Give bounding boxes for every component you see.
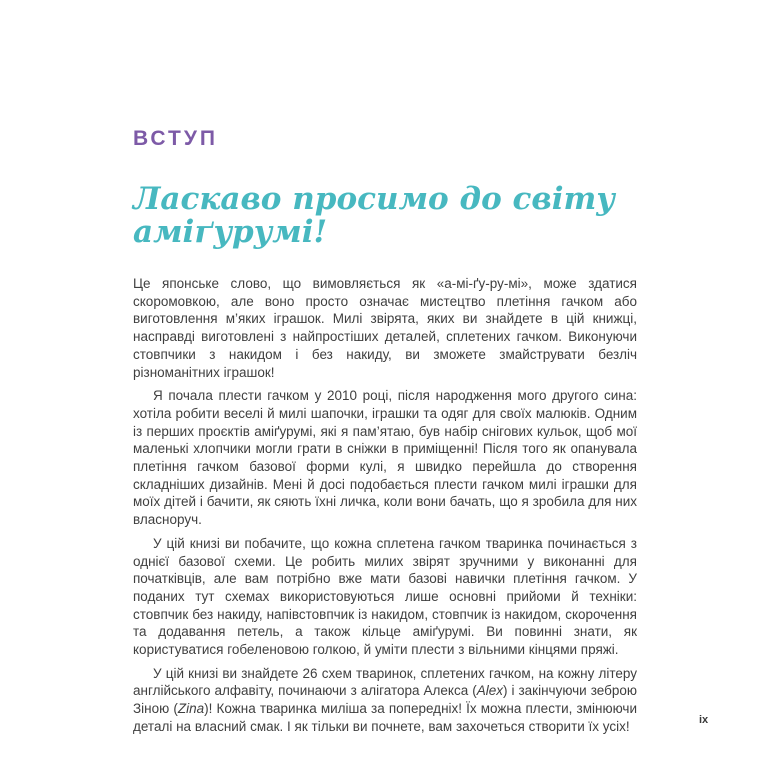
text-run: У цій книзі ви знайдете 26 схем тваринок, сплетених гачком, на кожну літеру англійського алфавіту, починаючи з алігатора Алекса ( — [133, 665, 637, 699]
page-number: ix — [699, 714, 709, 726]
chapter-title-line: аміґурумі! — [133, 214, 328, 250]
paragraph — [133, 535, 637, 659]
section-kicker: ВСТУП — [133, 127, 218, 150]
italic-text-run: Alex — [476, 683, 503, 699]
text-run: ) і закінчуючи зеброю Зіною ( — [133, 683, 637, 717]
chapter-title — [133, 183, 637, 249]
text-run: )! Кожна тваринка миліша за попередніх! Їх можна плести, змінюючи деталі на власний смак. І як тільки ви почнете, вам захочеться створити їх усіх! — [133, 701, 637, 734]
text-run: Це японське слово, що вимовляється як «а-мі-ґу-ру-мі», може здатися скоромовкою, але воно просто означає мистецтво плетіння гачком або виготовлення м’яких іграшок. Милі звірята, яких ви знайдете в цій книжці, насправді виготовлені з найпростіших деталей, сплетених гачком. Виконуючи стовпчики з накидом і без накиду, ви зможете змайструвати безліч різноманітних іграшок! — [133, 276, 637, 380]
body-paragraphs — [133, 275, 637, 736]
chapter-title-line: Ласкаво просимо до світу — [133, 181, 615, 217]
paragraph — [133, 665, 637, 736]
italic-text-run: Zina — [177, 701, 205, 717]
paragraph — [133, 387, 637, 529]
page-content — [133, 127, 637, 742]
paragraph — [133, 275, 637, 381]
text-run: У цій книзі ви побачите, що кожна сплетена гачком тваринка починається з однієї базової схеми. Це робить милих звірят зручними у виконанні для початківців, але вам потрібно вже мати базові навички плетіння гачком. У поданих тут схемах використовуються лише основні прийоми й техніки: стовпчик без накиду, напівстовпчик із накидом, стовпчик із накидом, скорочення та додавання петель, а також кільце аміґурумі. Ви повинні знати, як користуватися гобеленовою голкою, й уміти плести з вільними кінцями пряжі. — [133, 535, 637, 658]
text-run: Я почала плести гачком у 2010 році, після народження мого другого сина: хотіла робити веселі й милі шапочки, іграшки та одяг для своїх малюків. Одним із перших проєктів аміґурумі, які я пам’ятаю, був набір снігових кульок, щоб мої маленькі хлопчики могли грати в сніжки в приміщенні! Після того як опанувала плетіння гачком базової форми кулі, я швидко перейшла до створення складніших дизайнів. Мені й досі подобається плести гачком милі іграшки для моїх дітей і бачити, як сяють їхні личка, коли вони бачать, що я зробила для них власноруч. — [133, 388, 637, 528]
